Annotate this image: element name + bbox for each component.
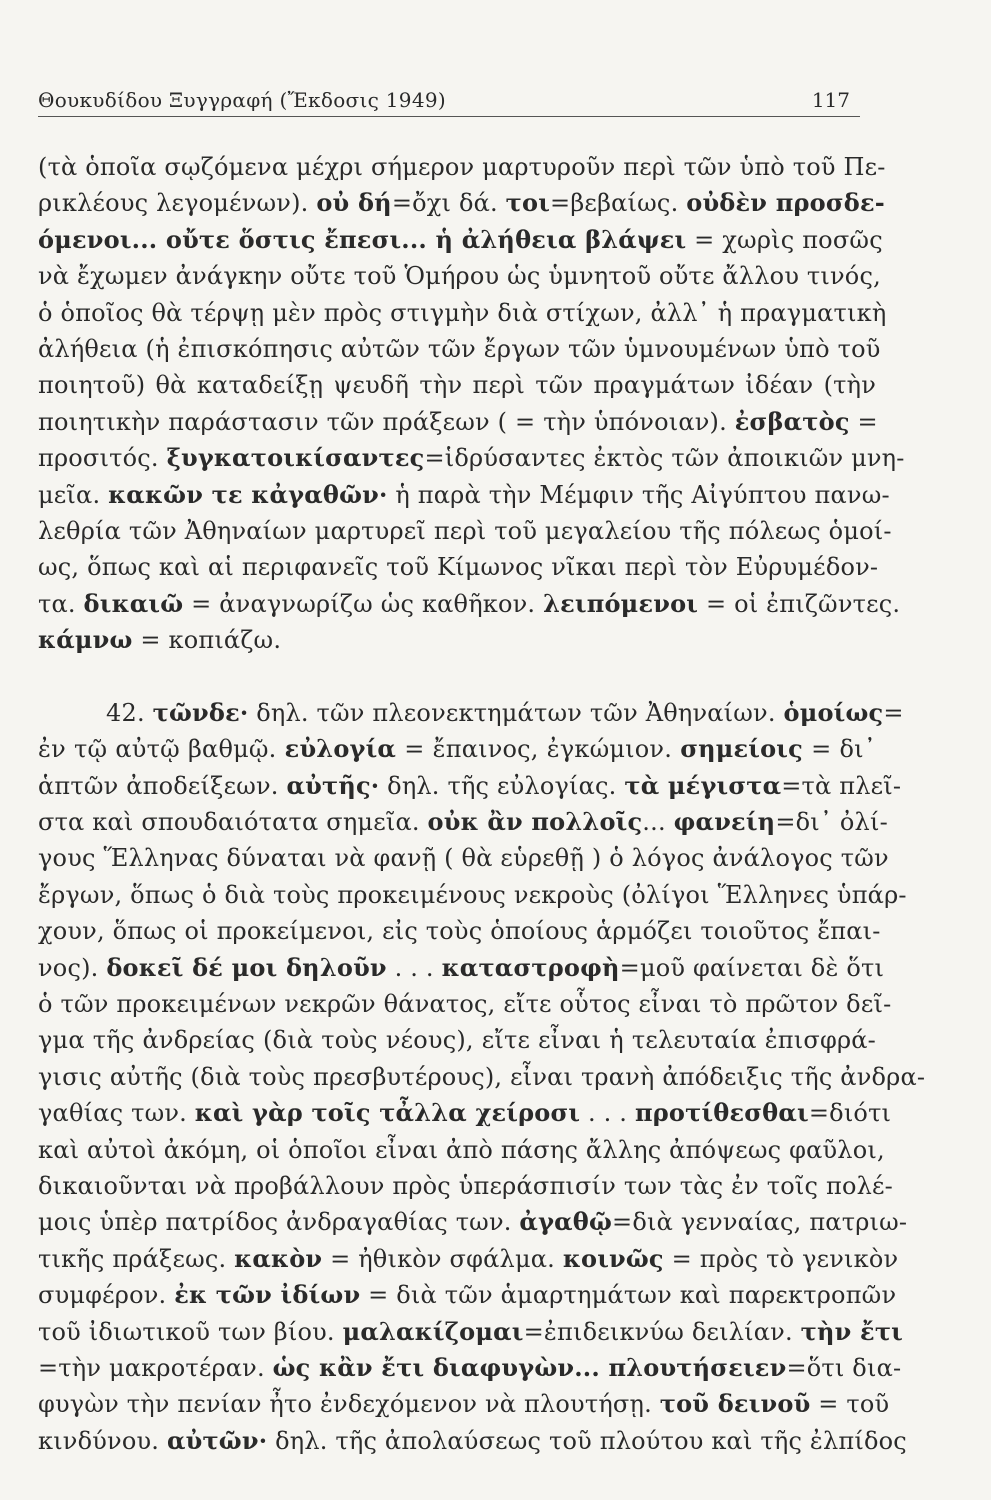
text-line bbox=[38, 1095, 892, 1131]
gloss-text: τοῦ ἰδιωτικοῦ των βίου. bbox=[38, 1317, 343, 1346]
commentary-paragraph-2 bbox=[38, 695, 926, 1460]
text-line bbox=[38, 1241, 899, 1277]
lemma-term: όμενοι... οὔτε ὅστις ἔπεσι... ἡ ἀλήθεια βλάψει bbox=[38, 224, 687, 254]
text-line bbox=[38, 586, 901, 622]
text-line bbox=[38, 1423, 907, 1459]
gloss-text: ποιητικὴν παράστασιν τῶν πράξεων ( = τὴν ὑπόνοιαν). bbox=[38, 407, 735, 436]
gloss-text: τα. bbox=[38, 589, 84, 618]
text-line bbox=[38, 1132, 885, 1168]
lemma-term: αὐτῆς· bbox=[286, 770, 380, 800]
text-line bbox=[38, 1168, 893, 1204]
lemma-term: τοι bbox=[505, 188, 551, 218]
text-line bbox=[38, 222, 883, 258]
gloss-text: φυγὼν τὴν πενίαν ἦτο ἐνδεχόμενον νὰ πλουτήσῃ. bbox=[38, 1390, 660, 1419]
text-line bbox=[38, 440, 905, 476]
lemma-term: αὐτῶν· bbox=[166, 1425, 268, 1455]
lemma-term: ὡς κἂν ἔτι διαφυγὼν... πλουτήσειεν bbox=[272, 1353, 787, 1382]
lemma-term: ὁμοίως bbox=[783, 697, 884, 727]
gloss-text: =ἐπιδεικνύω δειλίαν. bbox=[523, 1317, 801, 1346]
gloss-text: ὁ τῶν προκειμένων νεκρῶν θάνατος, εἴτε οὗτος εἶναι τὸ πρῶτον δεῖ- bbox=[38, 989, 892, 1018]
lemma-term: προτίθεσθαι bbox=[634, 1098, 809, 1128]
gloss-text: = οἱ ἐπιζῶντες. bbox=[698, 589, 901, 618]
gloss-text: ἁπτῶν ἀποδείξεων. bbox=[38, 771, 287, 800]
gloss-text: γαθίας των. bbox=[38, 1099, 195, 1128]
gloss-text: = τοῦ bbox=[810, 1390, 890, 1419]
lemma-term: δικαιῶ bbox=[83, 588, 184, 618]
gloss-text: χουν, ὅπως οἱ προκείμενοι, εἰς τοὺς ὁποίους ἁρμόζει τοιοῦτος ἔπαι- bbox=[38, 917, 881, 946]
text-line bbox=[38, 477, 890, 513]
gloss-text: ποιητοῦ) θὰ καταδείξῃ ψευδῆ τὴν περὶ τῶν πραγμάτων ἰδέαν (τὴν bbox=[38, 371, 876, 400]
commentary-text bbox=[38, 149, 926, 1459]
text-line bbox=[38, 1204, 908, 1240]
text-line bbox=[38, 913, 881, 949]
lemma-term: ἀγαθῷ bbox=[519, 1207, 613, 1237]
gloss-text: στα καὶ σπουδαιότατα σημεῖα. bbox=[38, 807, 428, 836]
gloss-text: = bbox=[849, 407, 878, 436]
gloss-text: νὰ ἔχωμεν ἀνάγκην οὔτε τοῦ Ὁμήρου ὡς ὑμνητοῦ οὔτε ἄλλου τινός, bbox=[38, 262, 881, 291]
gloss-text: γισις αὐτῆς (διὰ τοὺς πρεσβυτέρους), εἶναι τρανὴ ἀπόδειξις τῆς ἀνδρα- bbox=[38, 1062, 926, 1091]
lemma-term: ξυγκατοικίσαντες bbox=[166, 443, 425, 473]
text-line bbox=[38, 1277, 897, 1313]
lemma-term: δοκεῖ δέ μοι δηλοῦν bbox=[106, 952, 387, 982]
gloss-text: ὁ ὁποῖος θὰ τέρψῃ μὲν πρὸς στιγμὴν διὰ στίχων, ἀλλ᾿ ἡ πραγματικὴ bbox=[38, 298, 887, 327]
text-line bbox=[38, 258, 881, 294]
gloss-text: ... bbox=[642, 807, 674, 836]
lemma-term: καταστροφὴ bbox=[441, 952, 620, 982]
gloss-text: δηλ. τῆς εὐλογίας. bbox=[379, 771, 625, 800]
gloss-text: = δι᾿ bbox=[802, 735, 876, 764]
lemma-term: τὴν ἔτι bbox=[800, 1316, 903, 1346]
gloss-text: =τὰ πλεῖ- bbox=[781, 771, 902, 800]
gloss-text: =ὄχι δά. bbox=[391, 189, 506, 218]
commentary-paragraph-1 bbox=[38, 149, 905, 659]
gloss-text: τικῆς πράξεως. bbox=[38, 1244, 235, 1273]
gloss-text: ἡ παρὰ τὴν Μέμφιν τῆς Αἰγύπτου πανω- bbox=[387, 480, 890, 509]
page-number: 117 bbox=[811, 88, 850, 112]
gloss-text: = ἠθικὸν σφάλμα. bbox=[322, 1244, 563, 1273]
lemma-term: εὐλογία bbox=[284, 734, 397, 764]
text-line bbox=[38, 731, 876, 767]
lemma-term: ἐσβατὸς bbox=[734, 406, 850, 436]
gloss-text: = bbox=[883, 698, 904, 727]
text-line bbox=[38, 950, 885, 986]
gloss-text: (τὰ ὁποῖα σῳζόμενα μέχρι σήμερον μαρτυροῦν περὶ τῶν ὑπὸ τοῦ Πε- bbox=[38, 153, 886, 181]
running-header bbox=[38, 88, 860, 117]
text-line bbox=[38, 768, 902, 804]
text-line bbox=[38, 622, 876, 658]
gloss-text: κινδύνου. bbox=[38, 1426, 167, 1455]
gloss-text: γμα τῆς ἀνδρείας (διὰ τοὺς νέους), εἴτε εἶναι ἡ τελευταία ἐπισφρά- bbox=[38, 1026, 876, 1055]
text-line bbox=[38, 804, 888, 840]
lemma-term: κακὸν bbox=[234, 1243, 323, 1273]
gloss-text: = ἀναγνωρίζω ὡς καθῆκον. bbox=[183, 589, 544, 618]
gloss-text: καὶ αὐτοὶ ἀκόμη, οἱ ὁποῖοι εἶναι ἀπὸ πάσης ἄλλης ἀπόψεως φαῦλοι, bbox=[38, 1135, 885, 1164]
header-title: Θουκυδίδου Ξυγγραφή (Ἔκδοσις 1949) bbox=[38, 88, 446, 112]
gloss-text: . . . bbox=[386, 953, 442, 982]
gloss-text: ἔργων, ὅπως ὁ διὰ τοὺς προκειμένους νεκροὺς (ὀλίγοι Ἕλληνες ὑπάρ- bbox=[38, 880, 907, 909]
lemma-term: λειπόμενοι bbox=[543, 588, 699, 618]
lemma-term: κάμνω bbox=[38, 625, 133, 655]
text-line bbox=[38, 513, 892, 549]
text-line bbox=[38, 1314, 903, 1350]
gloss-text: =ἱδρύσαντες ἐκτὸς τῶν ἀποικιῶν μνη- bbox=[424, 444, 905, 473]
text-line bbox=[38, 840, 889, 876]
gloss-text: ἀλήθεια (ἡ ἐπισκόπησις αὐτῶν τῶν ἔργων τῶν ὑμνουμένων ὑπὸ τοῦ bbox=[38, 335, 881, 364]
gloss-text: δικαιοῦνται νὰ προβάλλουν πρὸς ὑπεράσπισίν των τὰς ἐν τοῖς πολέ- bbox=[38, 1171, 893, 1200]
lemma-term: καὶ γὰρ τοῖς τἆλλα χείροσι bbox=[194, 1098, 581, 1128]
gloss-text: =τὴν μακροτέραν. bbox=[38, 1354, 273, 1382]
text-line bbox=[38, 367, 876, 403]
gloss-text: ἐν τῷ αὐτῷ βαθμῷ. bbox=[38, 735, 285, 764]
text-line bbox=[38, 877, 907, 913]
gloss-text: μεῖα. bbox=[38, 480, 109, 509]
gloss-text: δηλ. τῆς ἀπολαύσεως τοῦ πλούτου καὶ τῆς ἐλπίδος bbox=[267, 1426, 907, 1455]
gloss-text: =διὰ γενναίας, πατριω- bbox=[612, 1208, 908, 1237]
lemma-term: τῶνδε· bbox=[152, 697, 249, 727]
lemma-term: οὐκ ἂν πολλοῖς bbox=[427, 806, 643, 836]
text-line bbox=[38, 331, 881, 367]
gloss-text: =ὅτι δια- bbox=[786, 1354, 902, 1382]
lemma-term: φανείη bbox=[673, 806, 776, 836]
text-line bbox=[38, 1022, 876, 1058]
text-line bbox=[38, 295, 887, 331]
text-line bbox=[38, 1386, 890, 1422]
gloss-text: = χωρὶς ποσῶς bbox=[686, 225, 883, 254]
gloss-text: 42. bbox=[106, 698, 153, 727]
paragraph-gap bbox=[38, 659, 876, 695]
gloss-text: =δι᾿ ὀλί- bbox=[775, 807, 888, 836]
gloss-text: νος). bbox=[38, 953, 107, 982]
gloss-text: = ἔπαινος, ἐγκώμιον. bbox=[396, 735, 681, 764]
gloss-text: =διότι bbox=[808, 1099, 892, 1128]
gloss-text: λεθρία τῶν Ἀθηναίων μαρτυρεῖ περὶ τοῦ μεγαλείου τῆς πόλεως ὁμοί- bbox=[38, 517, 892, 546]
lemma-term: ἐκ τῶν ἰδίων bbox=[174, 1280, 361, 1310]
gloss-text: δηλ. τῶν πλεονεκτημάτων τῶν Ἀθηναίων. bbox=[248, 698, 784, 727]
gloss-text: . . . bbox=[580, 1099, 635, 1128]
lemma-term: σημείοις bbox=[680, 734, 803, 764]
lemma-term: οὐδὲν προσδε- bbox=[686, 188, 885, 218]
text-line bbox=[38, 695, 904, 731]
lemma-term: τοῦ δεινοῦ bbox=[659, 1389, 811, 1419]
lemma-term: μαλακίζομαι bbox=[342, 1316, 524, 1346]
text-line bbox=[38, 1059, 926, 1095]
text-line bbox=[38, 986, 892, 1022]
gloss-text: = διὰ τῶν ἁμαρτημάτων καὶ παρεκτροπῶν bbox=[360, 1281, 897, 1310]
lemma-term: κακῶν τε κἀγαθῶν· bbox=[108, 479, 388, 509]
text-line bbox=[38, 404, 876, 440]
text-line bbox=[38, 1350, 902, 1386]
gloss-text: μοις ὑπὲρ πατρίδος ἀνδραγαθίας των. bbox=[38, 1208, 520, 1237]
text-line bbox=[38, 549, 879, 585]
gloss-text: =μοῦ φαίνεται δὲ ὅτι bbox=[619, 953, 885, 982]
lemma-term: οὐ δή bbox=[316, 188, 392, 218]
gloss-text: = κοπιάζω. bbox=[132, 626, 282, 655]
gloss-text: ρικλέους λεγομένων). bbox=[38, 189, 317, 218]
gloss-text: συμφέρον. bbox=[38, 1281, 175, 1310]
gloss-text: προσιτός. bbox=[38, 444, 167, 473]
lemma-term: κοινῶς bbox=[562, 1243, 664, 1273]
lemma-term: τὰ μέγιστα bbox=[624, 770, 782, 800]
gloss-text: = πρὸς τὸ γενικὸν bbox=[663, 1244, 899, 1273]
gloss-text: ως, ὅπως καὶ αἱ περιφανεῖς τοῦ Κίμωνος νῖκαι περὶ τὸν Εὐρυμέδον- bbox=[38, 553, 879, 582]
text-line bbox=[38, 185, 885, 221]
text-line bbox=[38, 149, 886, 185]
gloss-text: =βεβαίως. bbox=[550, 189, 687, 218]
gloss-text: γους Ἕλληνας δύναται νὰ φανῇ ( θὰ εὑρεθῇ ) ὁ λόγος ἀνάλογος τῶν bbox=[38, 844, 889, 873]
